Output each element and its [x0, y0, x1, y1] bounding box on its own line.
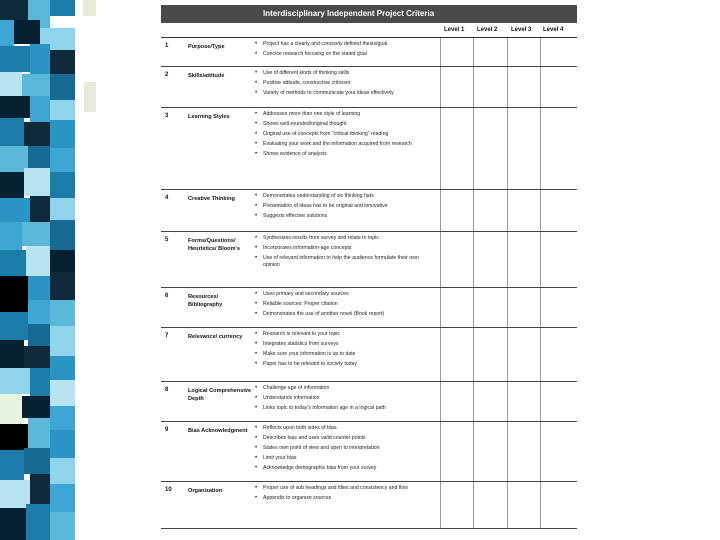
level-column-divider: [540, 108, 541, 189]
row-number: 10: [165, 487, 172, 493]
level-column-divider: [473, 232, 474, 287]
level-column-divider: [507, 67, 508, 107]
mosaic-tile: [0, 312, 28, 340]
level-4-header: Level 4: [543, 27, 564, 33]
mosaic-tile: [28, 276, 50, 300]
row-title: Purpose/Type: [188, 44, 225, 50]
criteria-row: [161, 38, 577, 67]
row-title: Creative Thinking: [188, 196, 235, 202]
mosaic-tile: [30, 368, 50, 396]
criteria-row: [161, 232, 577, 288]
mosaic-tile: [0, 222, 22, 250]
mosaic-tile: [26, 246, 50, 276]
mosaic-tile: [50, 50, 75, 74]
row-number: 3: [165, 113, 169, 119]
row-title: Resources/ Bibliography: [188, 294, 223, 308]
criteria-row: [161, 482, 577, 529]
mosaic-tile: [28, 300, 50, 324]
criteria-item: • Presentation of ideas has to be original and innovative: [255, 203, 435, 210]
level-column-divider: [507, 38, 508, 66]
criteria-item: • Make sure your information is up to date: [255, 351, 435, 358]
criteria-item: • Use of different kinds of thinking skills: [255, 70, 435, 77]
mosaic-tile: [50, 458, 75, 484]
mosaic-tile: [0, 340, 24, 368]
mosaic-tile: [0, 72, 22, 96]
criteria-item: • Challenge age of information: [255, 385, 435, 392]
criteria-row: [161, 328, 577, 382]
decorative-box-top: [83, 0, 96, 16]
level-column-divider: [540, 190, 541, 231]
criteria-item: • Concise research focusing on the stated goal: [255, 51, 435, 58]
level-column-divider: [440, 232, 441, 287]
level-column-divider: [473, 108, 474, 189]
level-column-divider: [440, 288, 441, 327]
criteria-row: [161, 422, 577, 482]
mosaic-tile: [0, 198, 30, 222]
level-column-divider: [507, 422, 508, 481]
level-column-divider: [507, 482, 508, 528]
level-column-divider: [440, 38, 441, 66]
level-column-divider: [540, 288, 541, 327]
criteria-item: • Reflects upon both sides of bias: [255, 425, 435, 432]
mosaic-tile: [50, 512, 75, 540]
mosaic-tile: [0, 96, 30, 118]
criteria-item: • Integrates statistics from surveys: [255, 341, 435, 348]
row-criteria-list: [255, 425, 435, 475]
level-column-divider: [473, 38, 474, 66]
criteria-item: • Understands information: [255, 395, 435, 402]
row-number: 6: [165, 293, 169, 299]
row-title: Organization: [188, 488, 223, 494]
row-title: Forms/Questions/ Heuristics/ Bloom's: [188, 238, 240, 252]
mosaic-tile: [22, 396, 50, 418]
mosaic-tile: [50, 120, 75, 148]
row-number: 8: [165, 387, 169, 393]
level-column-divider: [440, 67, 441, 107]
mosaic-tile: [24, 448, 50, 474]
criteria-item: • Addresses more than one style of learning: [255, 111, 435, 118]
level-column-divider: [473, 328, 474, 381]
row-number: 4: [165, 195, 169, 201]
mosaic-tile: [50, 326, 75, 356]
row-criteria-list: [255, 485, 435, 505]
row-number: 1: [165, 43, 169, 49]
row-criteria-list: [255, 291, 435, 321]
criteria-item: • Project has a clearly and concisely defined thesis/goal: [255, 41, 435, 48]
level-column-divider: [540, 422, 541, 481]
criteria-item: • Shows evidence of analysis: [255, 151, 435, 158]
level-column-divider: [440, 190, 441, 231]
criteria-item: • Shows well-rounded/original thought: [255, 121, 435, 128]
mosaic-tile: [50, 220, 75, 250]
mosaic-tile: [30, 96, 50, 122]
mosaic-tile: [0, 20, 14, 46]
level-column-divider: [473, 67, 474, 107]
level-column-divider: [507, 108, 508, 189]
criteria-item: • Suggests effective solutions: [255, 213, 435, 220]
row-number: 9: [165, 427, 169, 433]
mosaic-tile: [50, 172, 75, 198]
mosaic-tile: [24, 122, 50, 146]
criteria-row: [161, 108, 577, 190]
criteria-item: • Positive attitude, constructive criticism: [255, 80, 435, 87]
row-criteria-list: [255, 385, 435, 415]
mosaic-tile: [50, 272, 75, 300]
criteria-item: • Appendix to organize sources: [255, 495, 435, 502]
level-column-divider: [540, 38, 541, 66]
mosaic-tile: [0, 118, 24, 146]
level-column-divider: [540, 67, 541, 107]
mosaic-tile: [26, 504, 50, 540]
mosaic-tile: [22, 74, 50, 96]
level-column-divider: [507, 190, 508, 231]
criteria-item: • Links topic to today's information age in a logical path: [255, 405, 435, 412]
level-column-divider: [473, 190, 474, 231]
mosaic-tile: [0, 276, 28, 312]
level-2-header: Level 2: [477, 27, 498, 33]
row-number: 5: [165, 237, 169, 243]
mosaic-tile: [0, 172, 24, 198]
level-column-divider: [507, 288, 508, 327]
mosaic-tile: [30, 44, 50, 74]
criteria-item: • Limit your bias: [255, 455, 435, 462]
level-column-divider: [473, 422, 474, 481]
criteria-rows: [161, 38, 577, 529]
mosaic-tile: [0, 368, 30, 394]
row-criteria-list: [255, 41, 435, 61]
criteria-item: • Variety of methods to communicate your ideas effectively: [255, 90, 435, 97]
row-criteria-list: [255, 70, 435, 100]
mosaic-tile: [50, 484, 75, 512]
mosaic-tile: [0, 424, 28, 450]
mosaic-tile: [24, 168, 50, 196]
criteria-document: [161, 5, 577, 529]
level-column-divider: [473, 288, 474, 327]
row-number: 2: [165, 72, 169, 78]
level-column-divider: [507, 328, 508, 381]
criteria-row: [161, 382, 577, 422]
mosaic-tile: [0, 0, 28, 20]
criteria-item: • Use of relevant information to help the audience formulate their own opinion: [255, 255, 435, 269]
row-title: Logical Comprehensive Depth: [188, 388, 252, 402]
level-column-divider: [440, 108, 441, 189]
row-title: Skills/attitude: [188, 73, 225, 79]
criteria-item: • Synthesizes results from survey and relate to topic: [255, 235, 435, 242]
mosaic-tile: [50, 380, 75, 406]
level-column-divider: [440, 422, 441, 481]
criteria-row: [161, 190, 577, 232]
row-title: Relevance/ currency: [188, 334, 243, 340]
levels-header: [161, 23, 577, 38]
row-title: Bias Acknowledgment: [188, 428, 248, 434]
mosaic-tile: [30, 196, 50, 222]
row-criteria-list: [255, 193, 435, 223]
level-column-divider: [540, 328, 541, 381]
mosaic-tile: [22, 222, 50, 246]
level-1-header: Level 1: [444, 27, 465, 33]
level-column-divider: [440, 382, 441, 421]
criteria-item: • Demonstrates understanding of six thinking hats: [255, 193, 435, 200]
mosaic-tile: [14, 20, 40, 44]
criteria-row: [161, 67, 577, 108]
decorative-box-mid: [84, 82, 96, 112]
level-column-divider: [473, 382, 474, 421]
mosaic-tile: [0, 250, 26, 276]
mosaic-tile: [50, 100, 75, 120]
criteria-item: • Acknowledge demographic bias from your survey: [255, 465, 435, 472]
level-column-divider: [440, 328, 441, 381]
mosaic-tile: [0, 394, 22, 424]
criteria-item: • States own point of view and open to interpretation: [255, 445, 435, 452]
criteria-item: • Uses primary and secondary sources: [255, 291, 435, 298]
criteria-item: • Demonstrates the use of another novel (Book report): [255, 311, 435, 318]
criteria-item: • Proper use of sub headings and titles and consistency and flow: [255, 485, 435, 492]
criteria-item: • Evaluating your work and the information acquired from research: [255, 141, 435, 148]
level-column-divider: [507, 382, 508, 421]
mosaic-tile: [28, 418, 50, 448]
mosaic-tile: [50, 198, 75, 220]
mosaic-tile: [28, 146, 50, 168]
row-criteria-list: [255, 111, 435, 161]
criteria-row: [161, 288, 577, 328]
mosaic-tile: [0, 450, 24, 480]
criteria-item: • Paper has to be relevant to society today: [255, 361, 435, 368]
level-3-header: Level 3: [511, 27, 532, 33]
decorative-mosaic: [0, 0, 75, 540]
mosaic-tile: [50, 74, 75, 100]
level-column-divider: [540, 482, 541, 528]
mosaic-tile: [50, 430, 75, 458]
row-number: 7: [165, 333, 169, 339]
criteria-item: • Reliable sources: Proper citation: [255, 301, 435, 308]
document-title: Interdisciplinary Independent Project Criteria: [161, 5, 577, 23]
row-criteria-list: [255, 235, 435, 272]
mosaic-tile: [50, 148, 75, 172]
level-column-divider: [540, 382, 541, 421]
level-column-divider: [473, 482, 474, 528]
mosaic-tile: [50, 356, 75, 380]
mosaic-tile: [24, 346, 50, 368]
mosaic-tile: [28, 324, 50, 346]
criteria-item: • Research is relevant to your topic: [255, 331, 435, 338]
mosaic-tile: [0, 46, 30, 72]
row-criteria-list: [255, 331, 435, 371]
level-column-divider: [540, 232, 541, 287]
level-column-divider: [507, 232, 508, 287]
mosaic-tile: [50, 250, 75, 272]
criteria-item: • Original use of concepts from "critical thinking" reading: [255, 131, 435, 138]
row-title: Learning Styles: [188, 114, 230, 120]
criteria-item: • Describes bias and uses valid counter points: [255, 435, 435, 442]
mosaic-tile: [30, 474, 50, 504]
mosaic-tile: [50, 300, 75, 326]
criteria-item: • Incorporates information-age concepts: [255, 245, 435, 252]
mosaic-tile: [0, 508, 26, 540]
mosaic-tile: [50, 406, 75, 430]
level-column-divider: [440, 482, 441, 528]
mosaic-tile: [50, 0, 75, 16]
